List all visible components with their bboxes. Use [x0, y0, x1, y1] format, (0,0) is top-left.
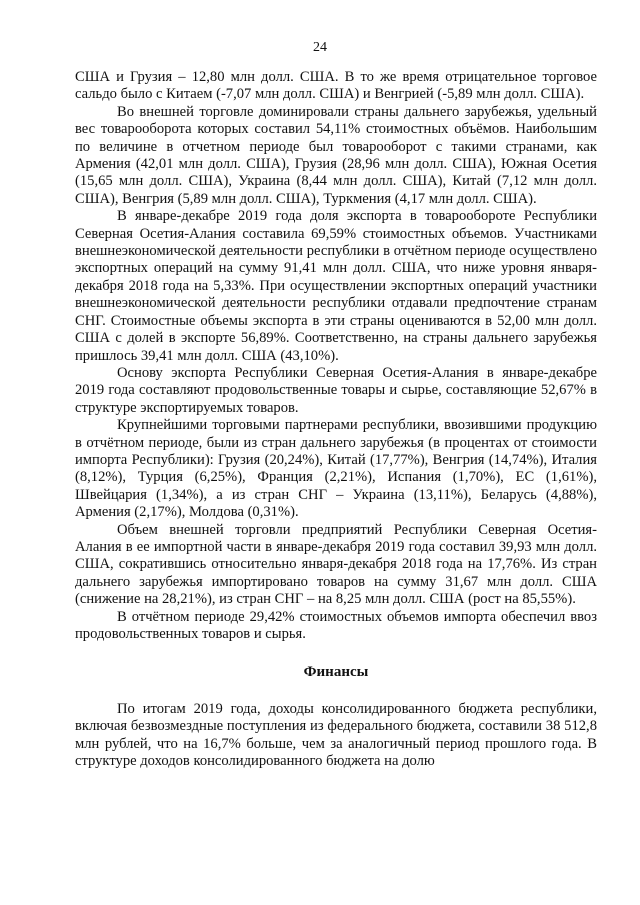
page-number: 24	[313, 40, 327, 55]
paragraph-import-volume: Объем внешней торговли предприятий Республики Северная Осетия-Алания в ее импортной части в январе-декабря 2019 года составил 39,93 млн долл. США, сократившись относительно января-декабря 2018 года на 17,76%. Из стран дальнего зарубежья импортировано товаров на сумму 31,67 млн долл. США (снижение на 28,21%), из стран СНГ – на 8,25 млн долл. США (рост на 85,55%).	[75, 521, 597, 608]
paragraph-trade-balance-continued: США и Грузия – 12,80 млн долл. США. В то же время отрицательное торговое сальдо было с Китаем (-7,07 млн долл. США) и Венгрией (-5,89 млн долл. США).	[75, 69, 597, 103]
page-body	[75, 69, 597, 770]
paragraph-far-abroad-turnover: Во внешней торговле доминировали страны дальнего зарубежья, удельный вес товарооборота которых составил 54,11% стоимостных объёмов. Наибольшим по величине в отчетном периоде был товарооборот с такими странами, как Армения (42,01 млн долл. США), Грузия (28,96 млн долл. США), Южная Осетия (15,65 млн долл. США), Украина (8,44 млн долл. США), Китай (7,12 млн долл. США), Венгрия (5,89 млн долл. США), Туркмения (4,17 млн долл. США).	[75, 103, 597, 207]
section-heading-finance: Финансы	[303, 664, 369, 681]
paragraph-import-partners: Крупнейшими торговыми партнерами республики, ввозившими продукцию в отчётном периоде, были из стран дальнего зарубежья (в процентах от стоимости импорта Республики): Грузия (20,24%), Китай (17,77%), Венгрия (14,74%), Италия (8,12%), Турция (6,25%), Франция (2,21%), Испания (1,70%), ЕС (1,61%), Швейцария (1,34%), а из стран СНГ – Украина (13,11%), Беларусь (4,88%), Армения (2,17%), Молдова (0,31%).	[75, 417, 597, 521]
paragraph-budget-revenue: По итогам 2019 года, доходы консолидированного бюджета республики, включая безвозмездные поступления из федерального бюджета, составили 38 512,8 млн рублей, что на 16,7% больше, чем за аналогичный период прошлого года. В структуре доходов консолидированного бюджета на долю	[75, 700, 597, 770]
paragraph-import-food-share: В отчётном периоде 29,42% стоимостных объемов импорта обеспечил ввоз продовольственных товаров и сырья.	[75, 608, 597, 642]
paragraph-export-structure: Основу экспорта Республики Северная Осетия-Алания в январе-декабре 2019 года составляют продовольственные товары и сырье, составляющие 52,67% в структуре экспортируемых товаров.	[75, 364, 597, 416]
paragraph-export-share: В январе-декабре 2019 года доля экспорта в товарообороте Республики Северная Осетия-Алания составила 69,59% стоимостных объемов. Участниками внешнеэкономической деятельности республики в отчётном периоде осуществлено экспортных операций на сумму 91,41 млн долл. США, что ниже уровня января-декабря 2018 года на 5,33%. При осуществлении экспортных операций участники внешнеэкономической деятельности республики отдавали предпочтение странам СНГ. Стоимостные объемы экспорта в эти страны оцениваются в 52,00 млн долл. США с долей в экспорте 56,89%. Соответственно, на страны дальнего зарубежья пришлось 39,41 млн долл. США (43,10%).	[75, 208, 597, 364]
